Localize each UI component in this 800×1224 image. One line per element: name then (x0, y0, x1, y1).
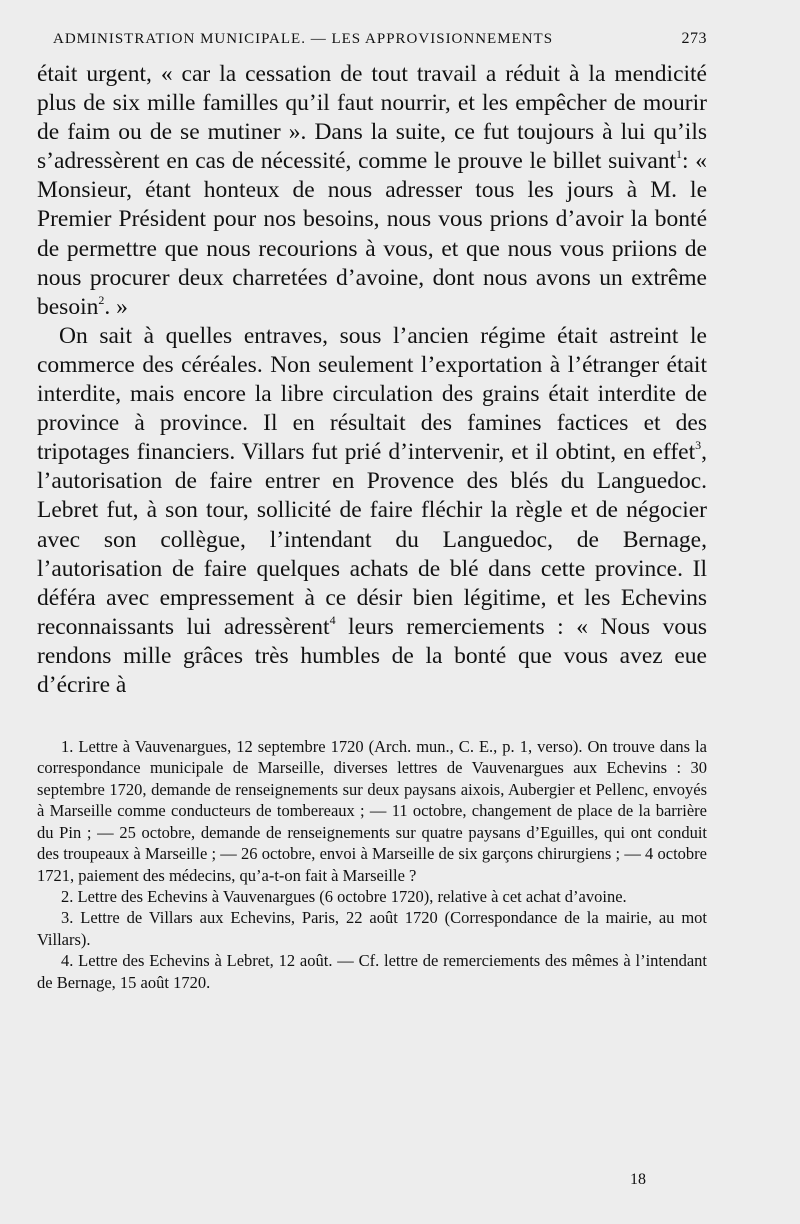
running-title: ADMINISTRATION MUNICIPALE. — LES APPROVISIONNEMENTS (53, 31, 554, 47)
running-header (53, 30, 707, 48)
paragraph-1-text-c: . » (104, 293, 128, 320)
paragraph-2-text-c: leurs remerciements : « Nous vous rendons mille grâces très humbles de la bonté que vous avez eue d’écrire à (37, 613, 707, 698)
footnote-ref-2[interactable]: 2 (98, 292, 105, 307)
page-number: 273 (681, 30, 707, 47)
paragraph-2-text-b: , l’autorisation de faire entrer en Provence des blés du Languedoc. Lebret fut, à son tour, sollicité de faire fléchir la règle et de négocier avec son collègue, l’intendant du Languedoc, de Bernage, l’autorisation de faire quelques achats de blé dans cette province. Il déféra avec empressement à ce désir bien légitime, et les Echevins reconnaissants lui adressèrent (37, 439, 707, 640)
paragraph-1-text-b: : « Monsieur, étant honteux de nous adresser tous les jours à M. le Premier Président pour nos besoins, nous vous prions d’avoir la bonté de permettre que nous recourions à vous, et que nous vous priions de nous procurer deux charretées d’avoine, dont nous avons un extrême besoin (37, 148, 707, 320)
paragraph-1 (37, 60, 707, 322)
paragraph-2 (37, 322, 707, 700)
footnote-ref-3[interactable]: 3 (695, 438, 702, 453)
paragraph-2-text-a: On sait à quelles entraves, sous l’ancien régime était astreint le commerce des céréales. Non seulement l’exportation à l’étranger était interdite, mais encore la libre circulation des grains était interdite de province à province. Il en résultait des famines factices et des tripotages financiers. Villars fut prié d’intervenir, et il obtint, en effet (37, 322, 707, 466)
footnote-4: 4. Lettre des Echevins à Lebret, 12 août. — Cf. lettre de remerciements des mêmes à l’intendant de Bernage, 15 août 1720. (37, 951, 707, 992)
main-text (37, 60, 707, 700)
footnote-2: 2. Lettre des Echevins à Vauvenargues (6 octobre 1720), relative à cet achat d’avoine. (61, 886, 627, 906)
signature-mark: 18 (630, 1171, 646, 1188)
footnotes (37, 736, 707, 993)
footnote-3: 3. Lettre de Villars aux Echevins, Paris, 22 août 1720 (Correspondance de la mairie, au mot Villars). (37, 908, 707, 949)
paragraph-1-text-a: était urgent, « car la cessation de tout travail a réduit à la mendicité plus de six mille familles qu’il faut nourrir, et les empêcher de mourir de faim ou de se mutiner ». Dans la suite, ce fut toujours à lui qu’ils s’adressèrent en cas de nécessité, comme le prouve le billet suivant (37, 61, 707, 175)
footnote-ref-4[interactable]: 4 (329, 612, 336, 627)
footnote-ref-1[interactable]: 1 (676, 147, 683, 162)
footnote-1: 1. Lettre à Vauvenargues, 12 septembre 1720 (Arch. mun., C. E., p. 1, verso). On trouve dans la correspondance municipale de Marseille, diverses lettres de Vauvenargues aux Echevins : 30 septembre 1720, demande de renseignements sur deux paysans aixois, Aubergier et Pellenc, envoyés à Marseille comme conducteurs de tombereaux ; — 11 octobre, changement de place de la barrière du Pin ; — 25 octobre, demande de renseignements sur quatre paysans d’Eguilles, qui ont conduit des troupeaux à Marseille ; — 26 octobre, envoi à Marseille de six garçons chirurgiens ; — 4 octobre 1721, paiement des médecins, qu’a-t-on fait à Marseille ? (37, 737, 707, 885)
